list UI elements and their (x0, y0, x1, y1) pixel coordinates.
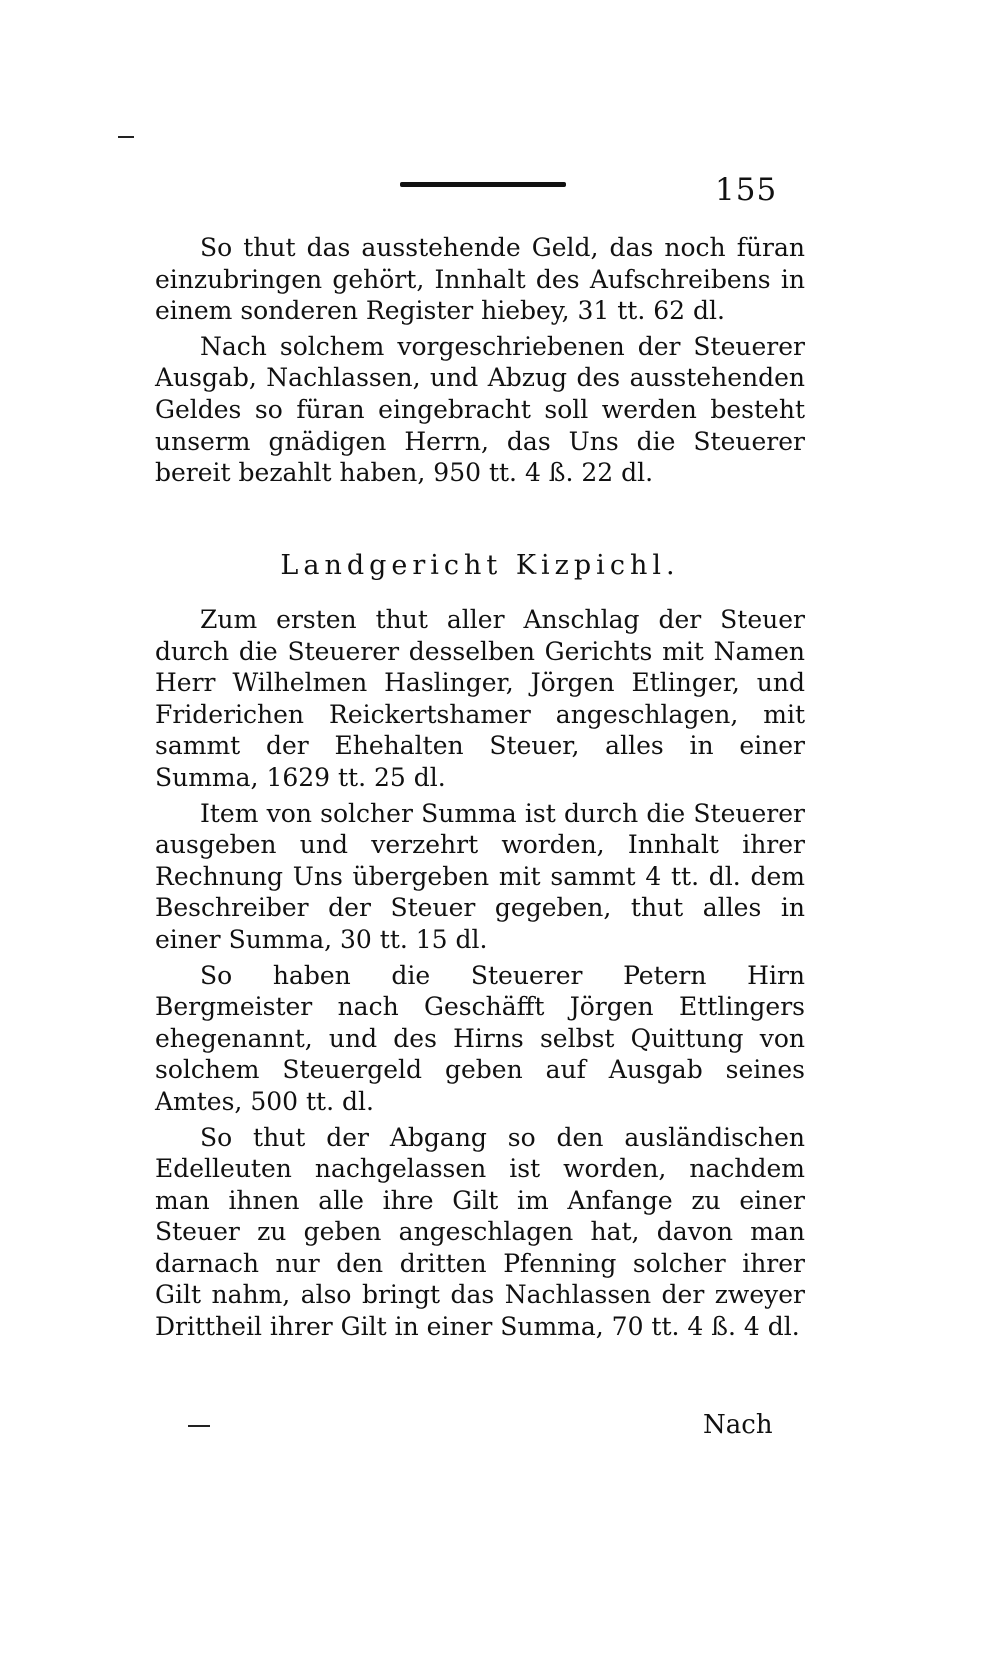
margin-mark (118, 136, 134, 138)
paragraph: So thut der Abgang so den ausländischen Edelleuten nachgelassen ist worden, nachdem man ihnen alle ihre Gilt im Anfange zu einer Steuer zu geben angeschlagen hat, davon man darnach nur den dritten Pfenning solcher ihrer Gilt nahm, also bringt das Nachlassen der zweyer Drittheil ihrer Gilt in einer Summa, 70 tt. 4 ß. 4 dl. (155, 1122, 805, 1342)
bottom-mark (188, 1425, 210, 1427)
paragraph: Nach solchem vorgeschriebenen der Steuerer Ausgab, Nachlassen, und Abzug des ausstehenden Geldes so füran eingebracht soll werden besteht unserm gnädigen Herrn, das Uns die Steuerer bereit bezahlt haben, 950 tt. 4 ß. 22 dl. (155, 331, 805, 488)
catchword: Nach (703, 1410, 773, 1440)
text-block-bottom (155, 604, 805, 1343)
header-rule (400, 182, 566, 187)
paragraph: Zum ersten thut aller Anschlag der Steuer durch die Steuerer desselben Gerichts mit Namen Herr Wilhelmen Haslinger, Jörgen Etlinger, und Friderichen Reickertshamer angeschlagen, mit sammt der Ehehalten Steuer, alles in einer Summa, 1629 tt. 25 dl. (155, 605, 805, 792)
paragraph: So haben die Steuerer Petern Hirn Bergmeister nach Geschäfft Jörgen Ettlingers ehegenannt, und des Hirns selbst Quittung von solchem Steuergeld geben auf Ausgab seines Amtes, 500 tt. dl. (155, 960, 805, 1116)
section-heading: Landgericht Kizpichl. (280, 550, 680, 581)
text-block-top (155, 232, 805, 489)
paragraph: Item von solcher Summa ist durch die Steuerer ausgeben und verzehrt worden, Innhalt ihrer Rechnung Uns übergeben mit sammt 4 tt. dl. dem Beschreiber der Steuer gegeben, thut alles in einer Summa, 30 tt. 15 dl. (155, 798, 805, 954)
paragraph: So thut das ausstehende Geld, das noch füran einzubringen gehört, Innhalt des Aufschreibens in einem sonderen Register hiebey, 31 tt. 62 dl. (155, 233, 805, 326)
page-number: 155 (715, 172, 778, 208)
